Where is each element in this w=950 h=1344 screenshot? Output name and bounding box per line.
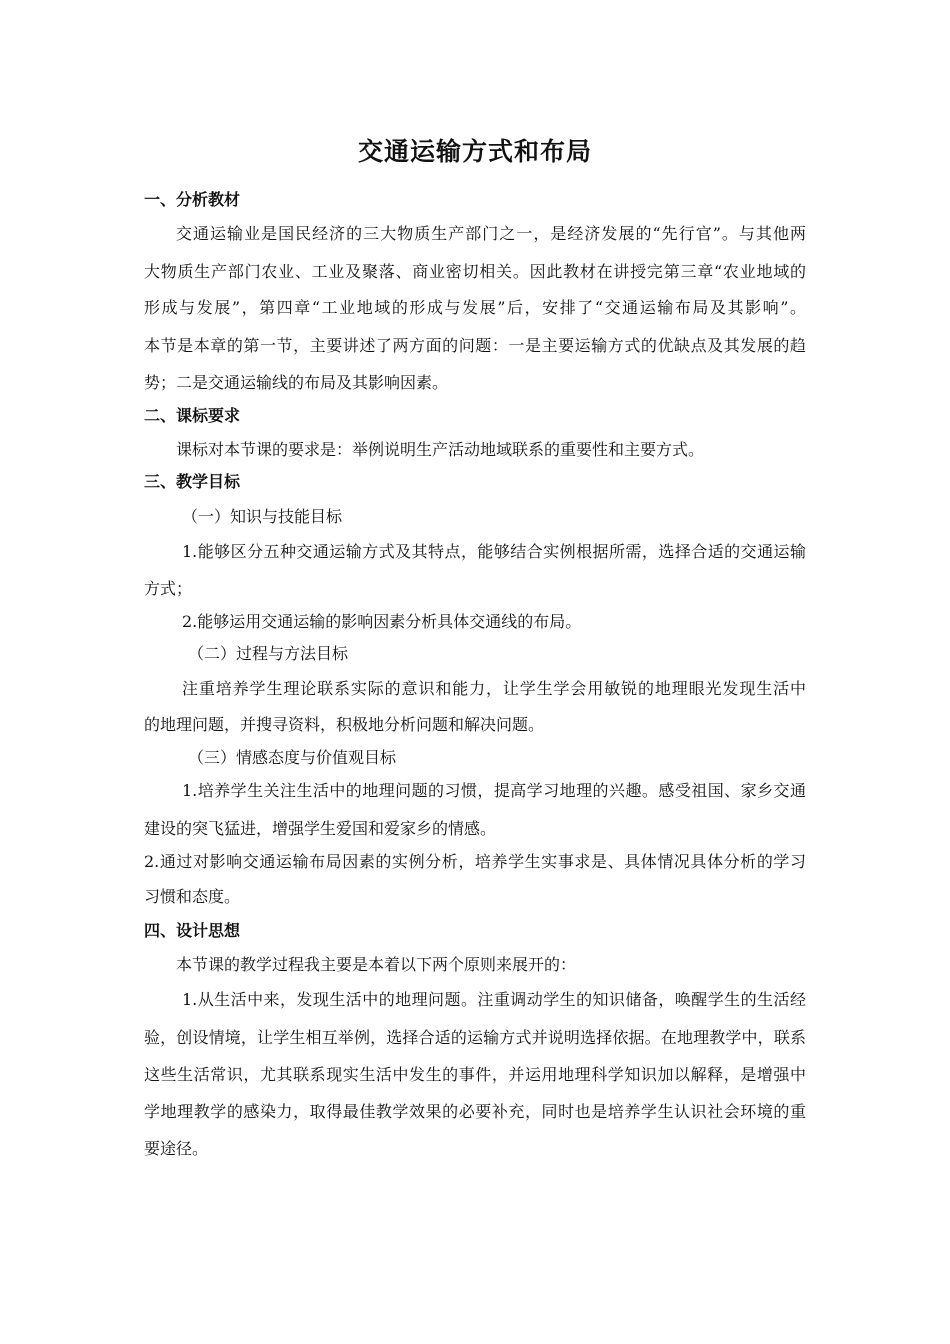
paragraph-line: 学地理教学的感染力，取得最佳教学效果的必要补充，同时也是培养学生认识社会环境的重 [144, 1102, 806, 1121]
section-heading-1: 一、分析教材 [144, 190, 241, 209]
paragraph-line: 建设的突飞猛进，增强学生爱国和爱家乡的情感。 [144, 819, 497, 838]
paragraph-line: 习惯和态度。 [144, 887, 241, 906]
paragraph-line: 课标对本节课的要求是：举例说明生产活动地域联系的重要性和主要方式。 [176, 440, 705, 459]
section-heading-2: 二、课标要求 [144, 406, 241, 425]
subheading: （二）过程与方法目标 [188, 644, 349, 663]
paragraph-line: 要途径。 [144, 1139, 209, 1158]
paragraph-line: 本节课的教学过程我主要是本着以下两个原则来展开的： [176, 955, 577, 974]
paragraph-line: 这些生活常识，尤其联系现实生活中发生的事件，并运用地理科学知识加以解释，是增强中 [144, 1065, 806, 1084]
paragraph-line: 交通运输业是国民经济的三大物质生产部门之一，是经济发展的“先行官”。与其他两 [176, 224, 806, 243]
paragraph-line: 势；二是交通运输线的布局及其影响因素。 [144, 373, 449, 392]
paragraph-line: 的地理问题，并搜寻资料，积极地分析问题和解决问题。 [144, 715, 545, 734]
paragraph-line: 本节是本章的第一节，主要讲述了两方面的问题：一是主要运输方式的优缺点及其发展的趋 [144, 336, 806, 355]
paragraph-line: 2.通过对影响交通运输布局因素的实例分析，培养学生实事求是、具体情况具体分析的学习 [144, 852, 806, 871]
paragraph-line: 方式； [144, 579, 193, 598]
paragraph-line: 2.能够运用交通运输的影响因素分析具体交通线的布局。 [182, 612, 582, 631]
section-heading-4: 四、设计思想 [144, 921, 241, 940]
paragraph-line: 形成与发展”，第四章“工业地域的形成与发展”后，安排了“交通运输布局及其影响”。 [144, 298, 806, 317]
paragraph-line: 1.培养学生关注生活中的地理问题的习惯，提高学习地理的兴趣。感受祖国、家乡交通 [182, 781, 806, 800]
document-title: 交通运输方式和布局 [357, 137, 592, 166]
paragraph-line: 大物质生产部门农业、工业及聚落、商业密切相关。因此教材在讲授完第三章“农业地域的 [144, 262, 806, 281]
paragraph-line: 1.从生活中来，发现生活中的地理问题。注重调动学生的知识储备，唤醒学生的生活经 [182, 990, 806, 1009]
section-heading-3: 三、教学目标 [144, 472, 241, 491]
paragraph-line: 注重培养学生理论联系实际的意识和能力，让学生学会用敏锐的地理眼光发现生活中 [182, 679, 806, 698]
paragraph-line: 1.能够区分五种交通运输方式及其特点，能够结合实例根据所需，选择合适的交通运输 [182, 542, 806, 561]
paragraph-line: 验，创设情境，让学生相互举例，选择合适的运输方式并说明选择依据。在地理教学中，联系 [144, 1028, 806, 1047]
subheading: （三）情感态度与价值观目标 [188, 748, 397, 767]
subheading: （一）知识与技能目标 [182, 507, 343, 526]
